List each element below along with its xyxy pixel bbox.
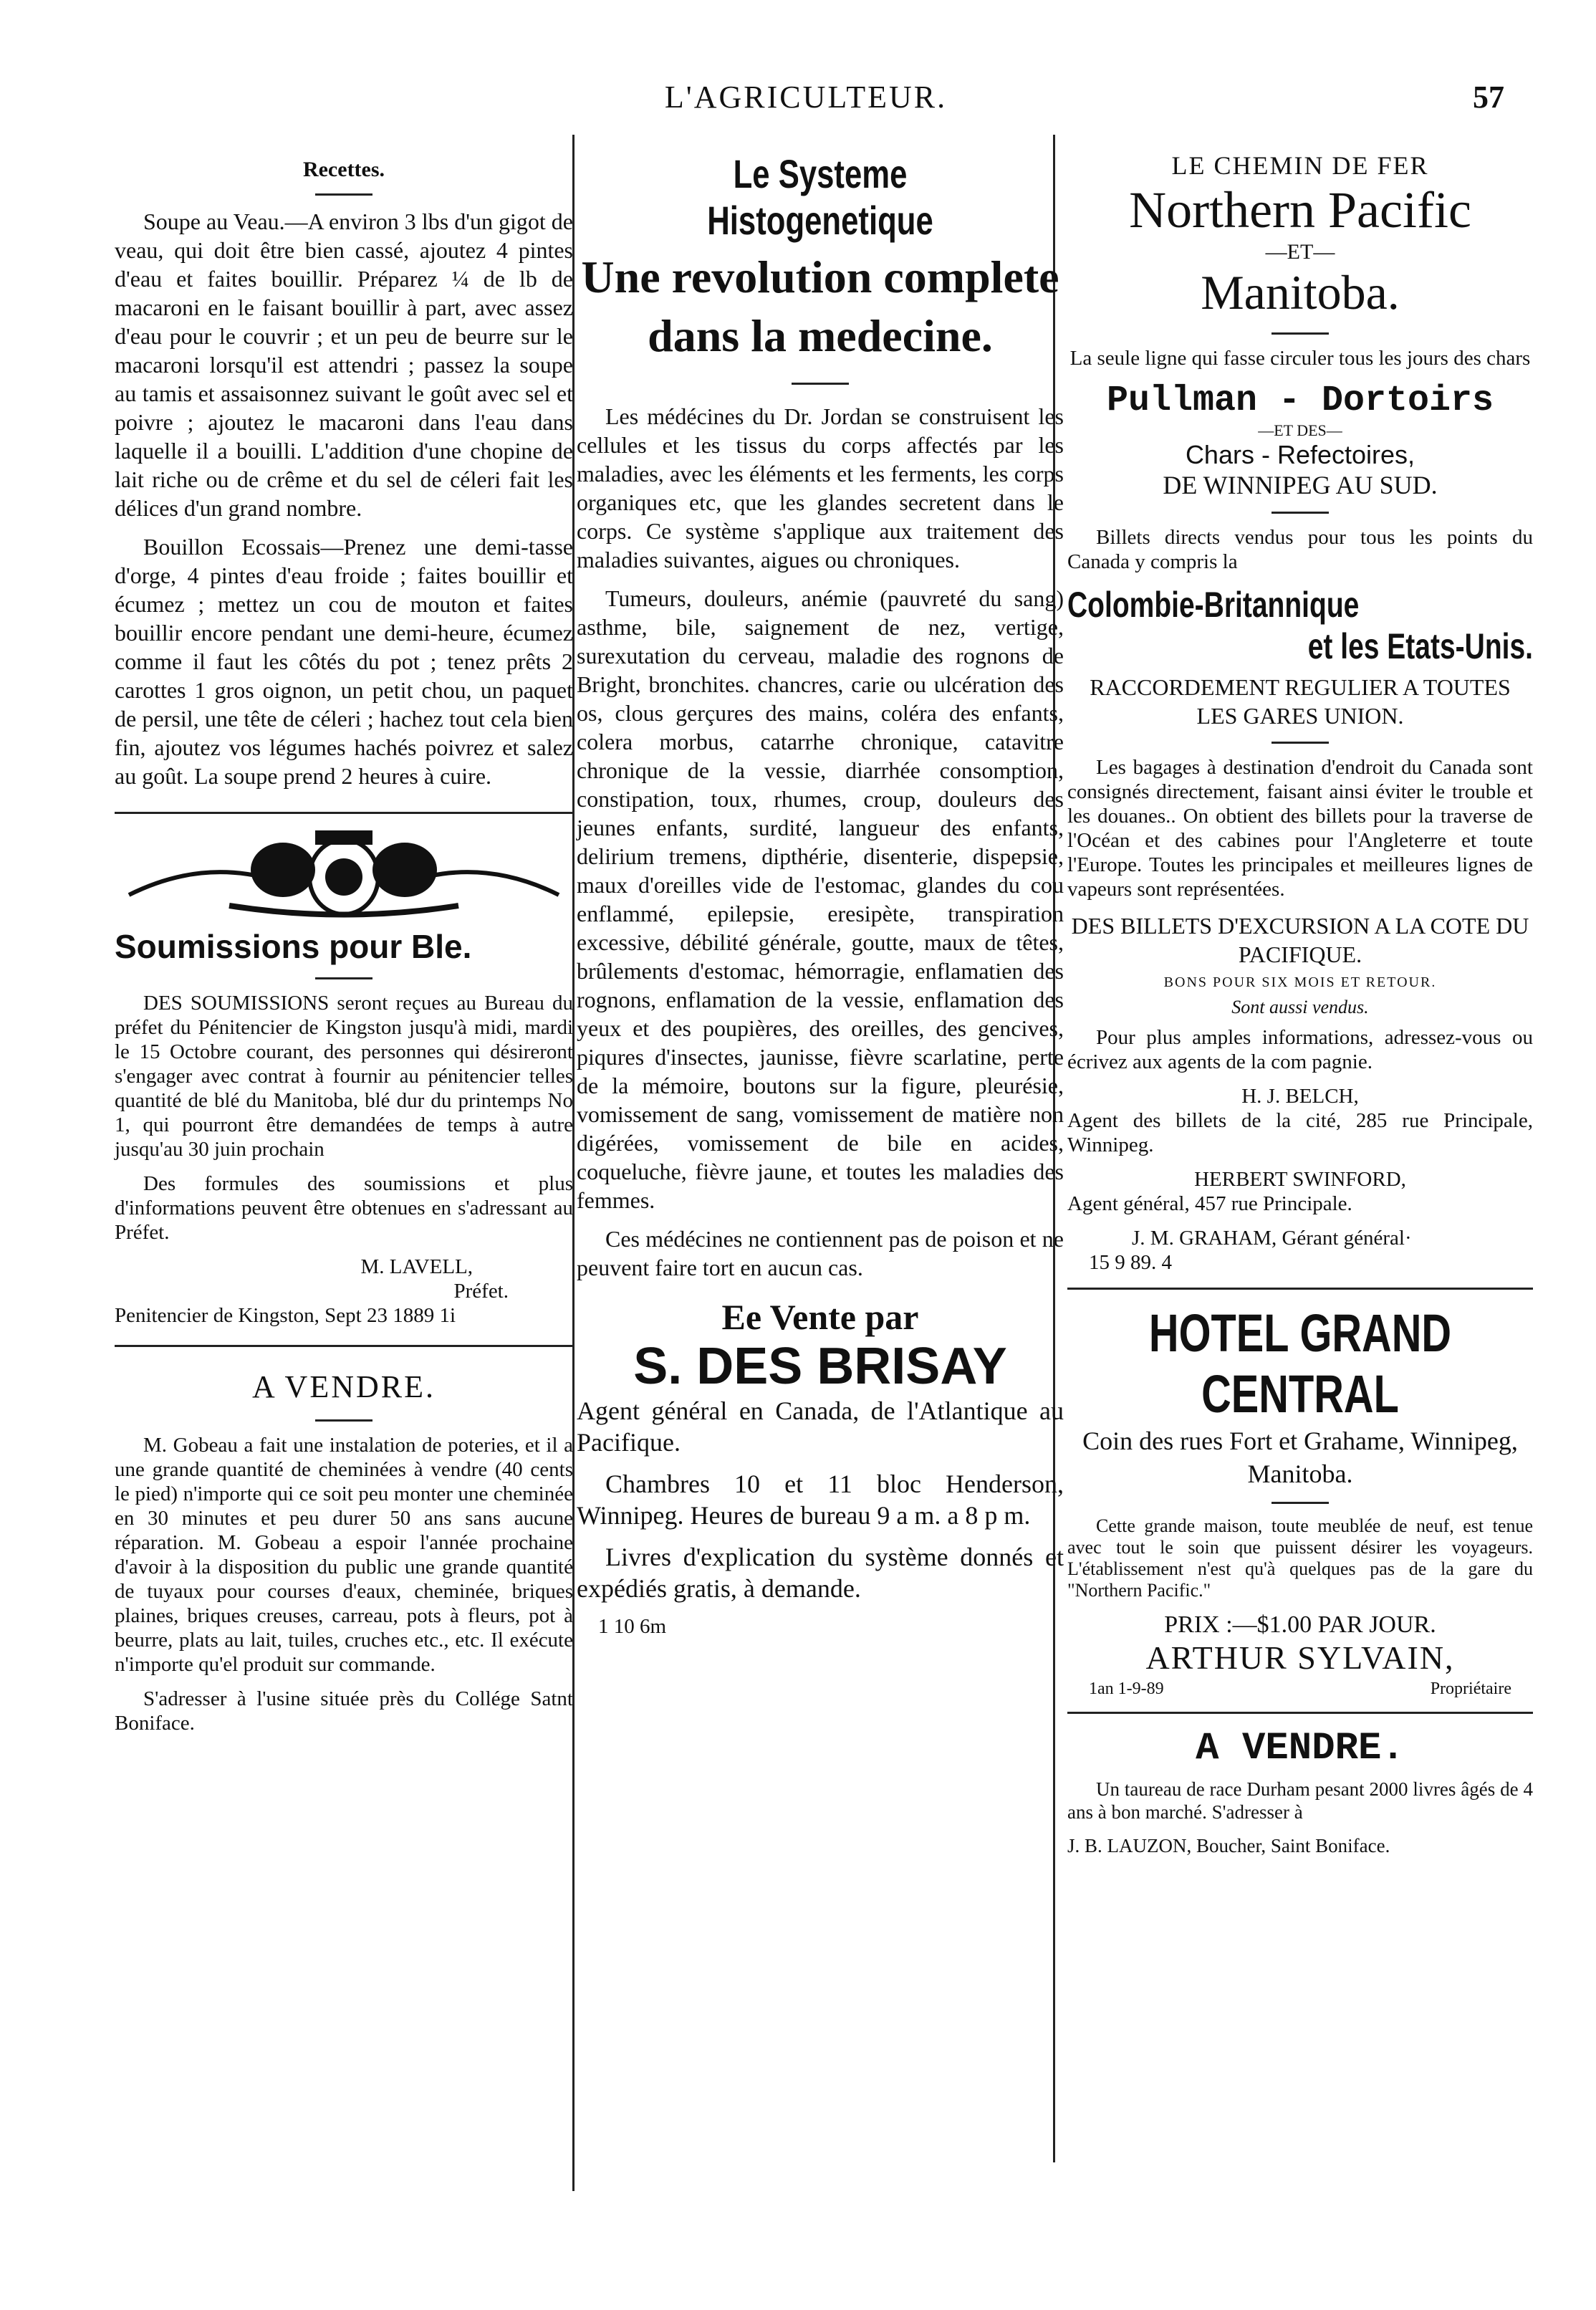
- hotel-prix: PRIX :—$1.00 PAR JOUR.: [1164, 1611, 1436, 1638]
- divider: [1271, 1502, 1329, 1504]
- tender-body: DES SOUMISSIONS seront reçues au Bureau du préfet du Pénitencier de Kingston jusqu'à midi, mardi le 15 Octobre courant, des personnes qui désireront s'engager avec contrat à fournir au pénitencier telles quantité de blé du Manitoba, blé dur du printemps No 1, qui pourront être demandées de temps à autre jusqu'au 30 juin prochain: [115, 992, 573, 1161]
- column-left: [115, 136, 573, 1745]
- recipes-heading: Recettes.: [302, 158, 385, 181]
- tender-signer-title: Préfet.: [453, 1280, 509, 1303]
- ad-subtitle: Une revolution complete dans la medecine.: [581, 251, 1059, 361]
- hotel-address: Coin des rues Fort et Grahame, Winnipeg, Manitoba.: [1082, 1427, 1518, 1488]
- rail-et: —ET—: [1265, 240, 1335, 264]
- divider: [792, 383, 849, 385]
- tender-dateline: Penitencier de Kingston, Sept 23 1889 1i: [115, 1304, 456, 1327]
- hotel-owner-role: Propriétaire: [1430, 1679, 1511, 1698]
- sale-heading-right: A VENDRE.: [1196, 1727, 1405, 1770]
- ad-title-text: Le Systeme Histogenetique: [707, 151, 933, 243]
- recipe-scotch-broth: Bouillon Ecossais—Prenez une demi-tasse d'orge, 4 pintes d'eau froide ; faites bouillir et écumez ; mettez un cou de mouton et faites bouillir encore pendant une demi-heure, écumez comme il faut les côtés du pot ; tenez prêts 2 carottes 1 gros oignon, un petit chou, un paquet de persil, une tête de céleri ; hachez tout cela bien fin, ajoutez vos légumes hachés poivrez et salez au goût. La soupe prend 2 heures à cuire.: [115, 534, 573, 789]
- rail-excursion: DES BILLETS D'EXCURSION A LA COTE DU PACIFIQUE.: [1071, 913, 1529, 967]
- tender-heading: Soumissions pour Ble.: [115, 928, 472, 965]
- ad-diseases: Tumeurs, douleurs, anémie (pauvreté du sang) asthme, bile, saignement de nez, vertige, surexutation du cerveau, maladie des rognons de Bright, bronchites. chancres, carie ou ulcération des os, clous gerçures des mains, coléra des enfants, colera morbus, catarrhe chronique, catavitre chronique de la vessie, diarrhée consomption, constipation, toux, rhumes, croup, douleurs des jeunes enfants, surdité, langueur des enfants, delirium tremens, dipthérie, disenterie, dispepsie, maux d'oreilles vide de l'estomac, glandes du cou enflammé, epilepsie, eresipète, transpiration excessive, débilité générale, goutte, maux de têtes, brûlements d'estomac, hémorragie, enflamatien des rognons, enflamation de la vessie, enflamation des yeux et des poupières, des oreilles, des gencives, piqures d'insectes, jaunisse, fièvre scarlatine, perte de la mémoire, boutons sur la figure, pleurésie, vomissement de sang, vomissement de matière non digérées, vomissement de bile en acides, coqueluche, fièvre jaune, et toutes les maladies des femmes.: [577, 585, 1064, 1213]
- rail-swinford-role: Agent général, 457 rue Principale.: [1067, 1192, 1352, 1215]
- hotel-body: Cette grande maison, toute meublée de neuf, est tenue avec tout le soin que puissent désirer les voyageurs. L'établissement n'est qu'à quelques pas de la gare du "Northern Pacific.": [1067, 1515, 1533, 1601]
- rail-winnipeg-sud: DE WINNIPEG AU SUD.: [1163, 471, 1438, 499]
- sale-by-line: Ee Vente par: [721, 1297, 919, 1337]
- divider: [315, 1419, 372, 1422]
- sale-body: M. Gobeau a fait une instalation de poteries, et il a une grande quantité de cheminées à vendre (40 cents le pied) n'importe qui ce soit peu monter une cheminée en 30 minutes et peu durer 50 ans sans aucune réparation. M. Gobeau a espoir l'année prochaine d'avoir à la disposition du public une grande quantité de tuyaux pour courses d'eaux, cheminée, briques plaines, briques creuses, carreau, pots à fleurs, pot à beurre, plats au lait, tuiles, cruches etc., etc. Il exécute n'importe qu'el produit sur commande.: [115, 1434, 573, 1676]
- divider: [1271, 332, 1329, 335]
- sale-heading: A VENDRE.: [252, 1369, 436, 1404]
- rail-belch: H. J. BELCH,: [1241, 1085, 1359, 1108]
- rail-raccordement: RACCORDEMENT REGULIER A TOUTES LES GARES UNION.: [1090, 674, 1511, 729]
- divider: [115, 812, 573, 814]
- rail-swinford: HERBERT SWINFORD,: [1194, 1168, 1406, 1191]
- rail-etats-text: et les Etats-Unis.: [1307, 626, 1533, 666]
- column-middle: [577, 136, 1064, 1639]
- divider: [1271, 742, 1329, 744]
- seller-agent: Agent général en Canada, de l'Atlantique au Pacifique.: [577, 1396, 1064, 1457]
- seller-books: Livres d'explication du système donnés et expédiés gratis, à demande.: [577, 1543, 1064, 1603]
- newspaper-title: L'AGRICULTEUR.: [664, 80, 948, 115]
- ad-intro: Les médécines du Dr. Jordan se construisent les cellules et les tissus du corps affectés par les maladies, avec les éléments et les ferments, les corps organiques etc, que les glandes secretent dans le corps. Ce système s'applique aux traitement des maladies suivantes, aigues ou chroniques.: [577, 403, 1064, 572]
- rail-graham: J. M. GRAHAM, Gérant général·: [1132, 1227, 1412, 1250]
- rail-et-des: —ET DES—: [1258, 421, 1342, 439]
- rail-billets: Billets directs vendus pour tous les points du Canada y compris la: [1067, 526, 1533, 573]
- rail-line-label: LE CHEMIN DE FER: [1171, 151, 1429, 180]
- page-header: [107, 79, 1504, 122]
- hotel-owner-line: [1067, 1677, 1533, 1699]
- sale-address: S'adresser à l'usine située près du Collége Satnt Boniface.: [115, 1687, 573, 1735]
- rail-refectoires: Chars - Refectoires,: [1185, 440, 1415, 469]
- rail-colombie: [1067, 584, 1533, 626]
- rail-pullman: Pullman - Dortoirs: [1106, 380, 1494, 421]
- royal-coat-of-arms-emblem: [122, 827, 566, 920]
- column-right: [1067, 136, 1533, 1858]
- rail-only-line: La seule ligne qui fasse circuler tous les jours des chars: [1069, 347, 1531, 370]
- rail-belch-role: Agent des billets de la cité, 285 rue Principale, Winnipeg.: [1067, 1109, 1533, 1156]
- divider: [1067, 1288, 1533, 1290]
- ad-safety: Ces médécines ne contiennent pas de poison et ne peuvent faire tort en aucun cas.: [577, 1226, 1064, 1280]
- recipe-veal-soup: Soupe au Veau.—A environ 3 lbs d'un gigot de veau, qui doit être bien cassé, ajoutez 4 pintes d'eau et faites bouillir. Préparez ¼ de lb de macaroni en le faisant bouillir à part, avec assez d'eau pour le couvrir ; et un peu de beurre sur le macaroni lorsqu'il est attendri ; passez la soupe au tamis et assaisonnez suivant le goût avec sel et poivre ; ajoutez le macaroni dans l'eau dans laquelle il a bouilli. L'addition d'une chopine de lait riche ou de crême et du sel de céleri fait les délices d'un grand nombre.: [115, 209, 573, 521]
- rail-info: Pour plus amples informations, adressez-vous ou écrivez aux agents de la com pagnie.: [1067, 1026, 1533, 1073]
- rail-bons: BONS POUR SIX MOIS ET RETOUR.: [1163, 974, 1437, 990]
- tender-signer: M. LAVELL,: [360, 1255, 473, 1278]
- hotel-heading: [1067, 1303, 1533, 1424]
- rail-graham-code: 15 9 89. 4: [1089, 1251, 1172, 1274]
- ad-code: 1 10 6m: [598, 1615, 667, 1638]
- divider: [315, 977, 372, 979]
- rail-name: Northern Pacific: [1129, 181, 1471, 239]
- sale-contact-right: J. B. LAUZON, Boucher, Saint Boniface.: [1067, 1835, 1390, 1856]
- hotel-heading-text: HOTEL GRAND CENTRAL: [1148, 1303, 1452, 1424]
- divider: [1067, 1712, 1533, 1714]
- rail-bagages: Les bagages à destination d'endroit du Canada sont consignés directement, faisant ainsi éviter le trouble et les douanes.. On obtient des billets pour la traverse de l'Océan et des cabines pour l'Angleterre et toute l'Europe. Toutes les principales et meilleures lignes de vapeurs sont représentées.: [1067, 756, 1533, 901]
- divider: [115, 1345, 573, 1347]
- hotel-owner-date: 1an 1-9-89: [1089, 1679, 1164, 1698]
- seller-office: Chambres 10 et 11 bloc Henderson, Winnipeg. Heures de bureau 9 a m. a 8 p m.: [577, 1470, 1064, 1530]
- rail-etats: [1067, 626, 1533, 667]
- tender-forms: Des formules des soumissions et plus d'informations peuvent être obtenues en s'adressant au Préfet.: [115, 1172, 573, 1244]
- sale-body-right: Un taureau de race Durham pesant 2000 livres âgés de 4 ans à bon marché. S'adresser à: [1067, 1778, 1533, 1823]
- rail-aussi: Sont aussi vendus.: [1231, 997, 1369, 1017]
- divider: [315, 193, 372, 196]
- seller-name: S. DES BRISAY: [633, 1338, 1007, 1395]
- divider: [1271, 512, 1329, 514]
- ad-title-histogenetic: [577, 150, 1064, 244]
- page-number: 57: [1473, 80, 1504, 115]
- hotel-owner: ARTHUR SYLVAIN,: [1145, 1639, 1455, 1676]
- rail-colombie-text: Colombie-Britannique: [1067, 585, 1360, 625]
- rail-manitoba: Manitoba.: [1201, 265, 1400, 320]
